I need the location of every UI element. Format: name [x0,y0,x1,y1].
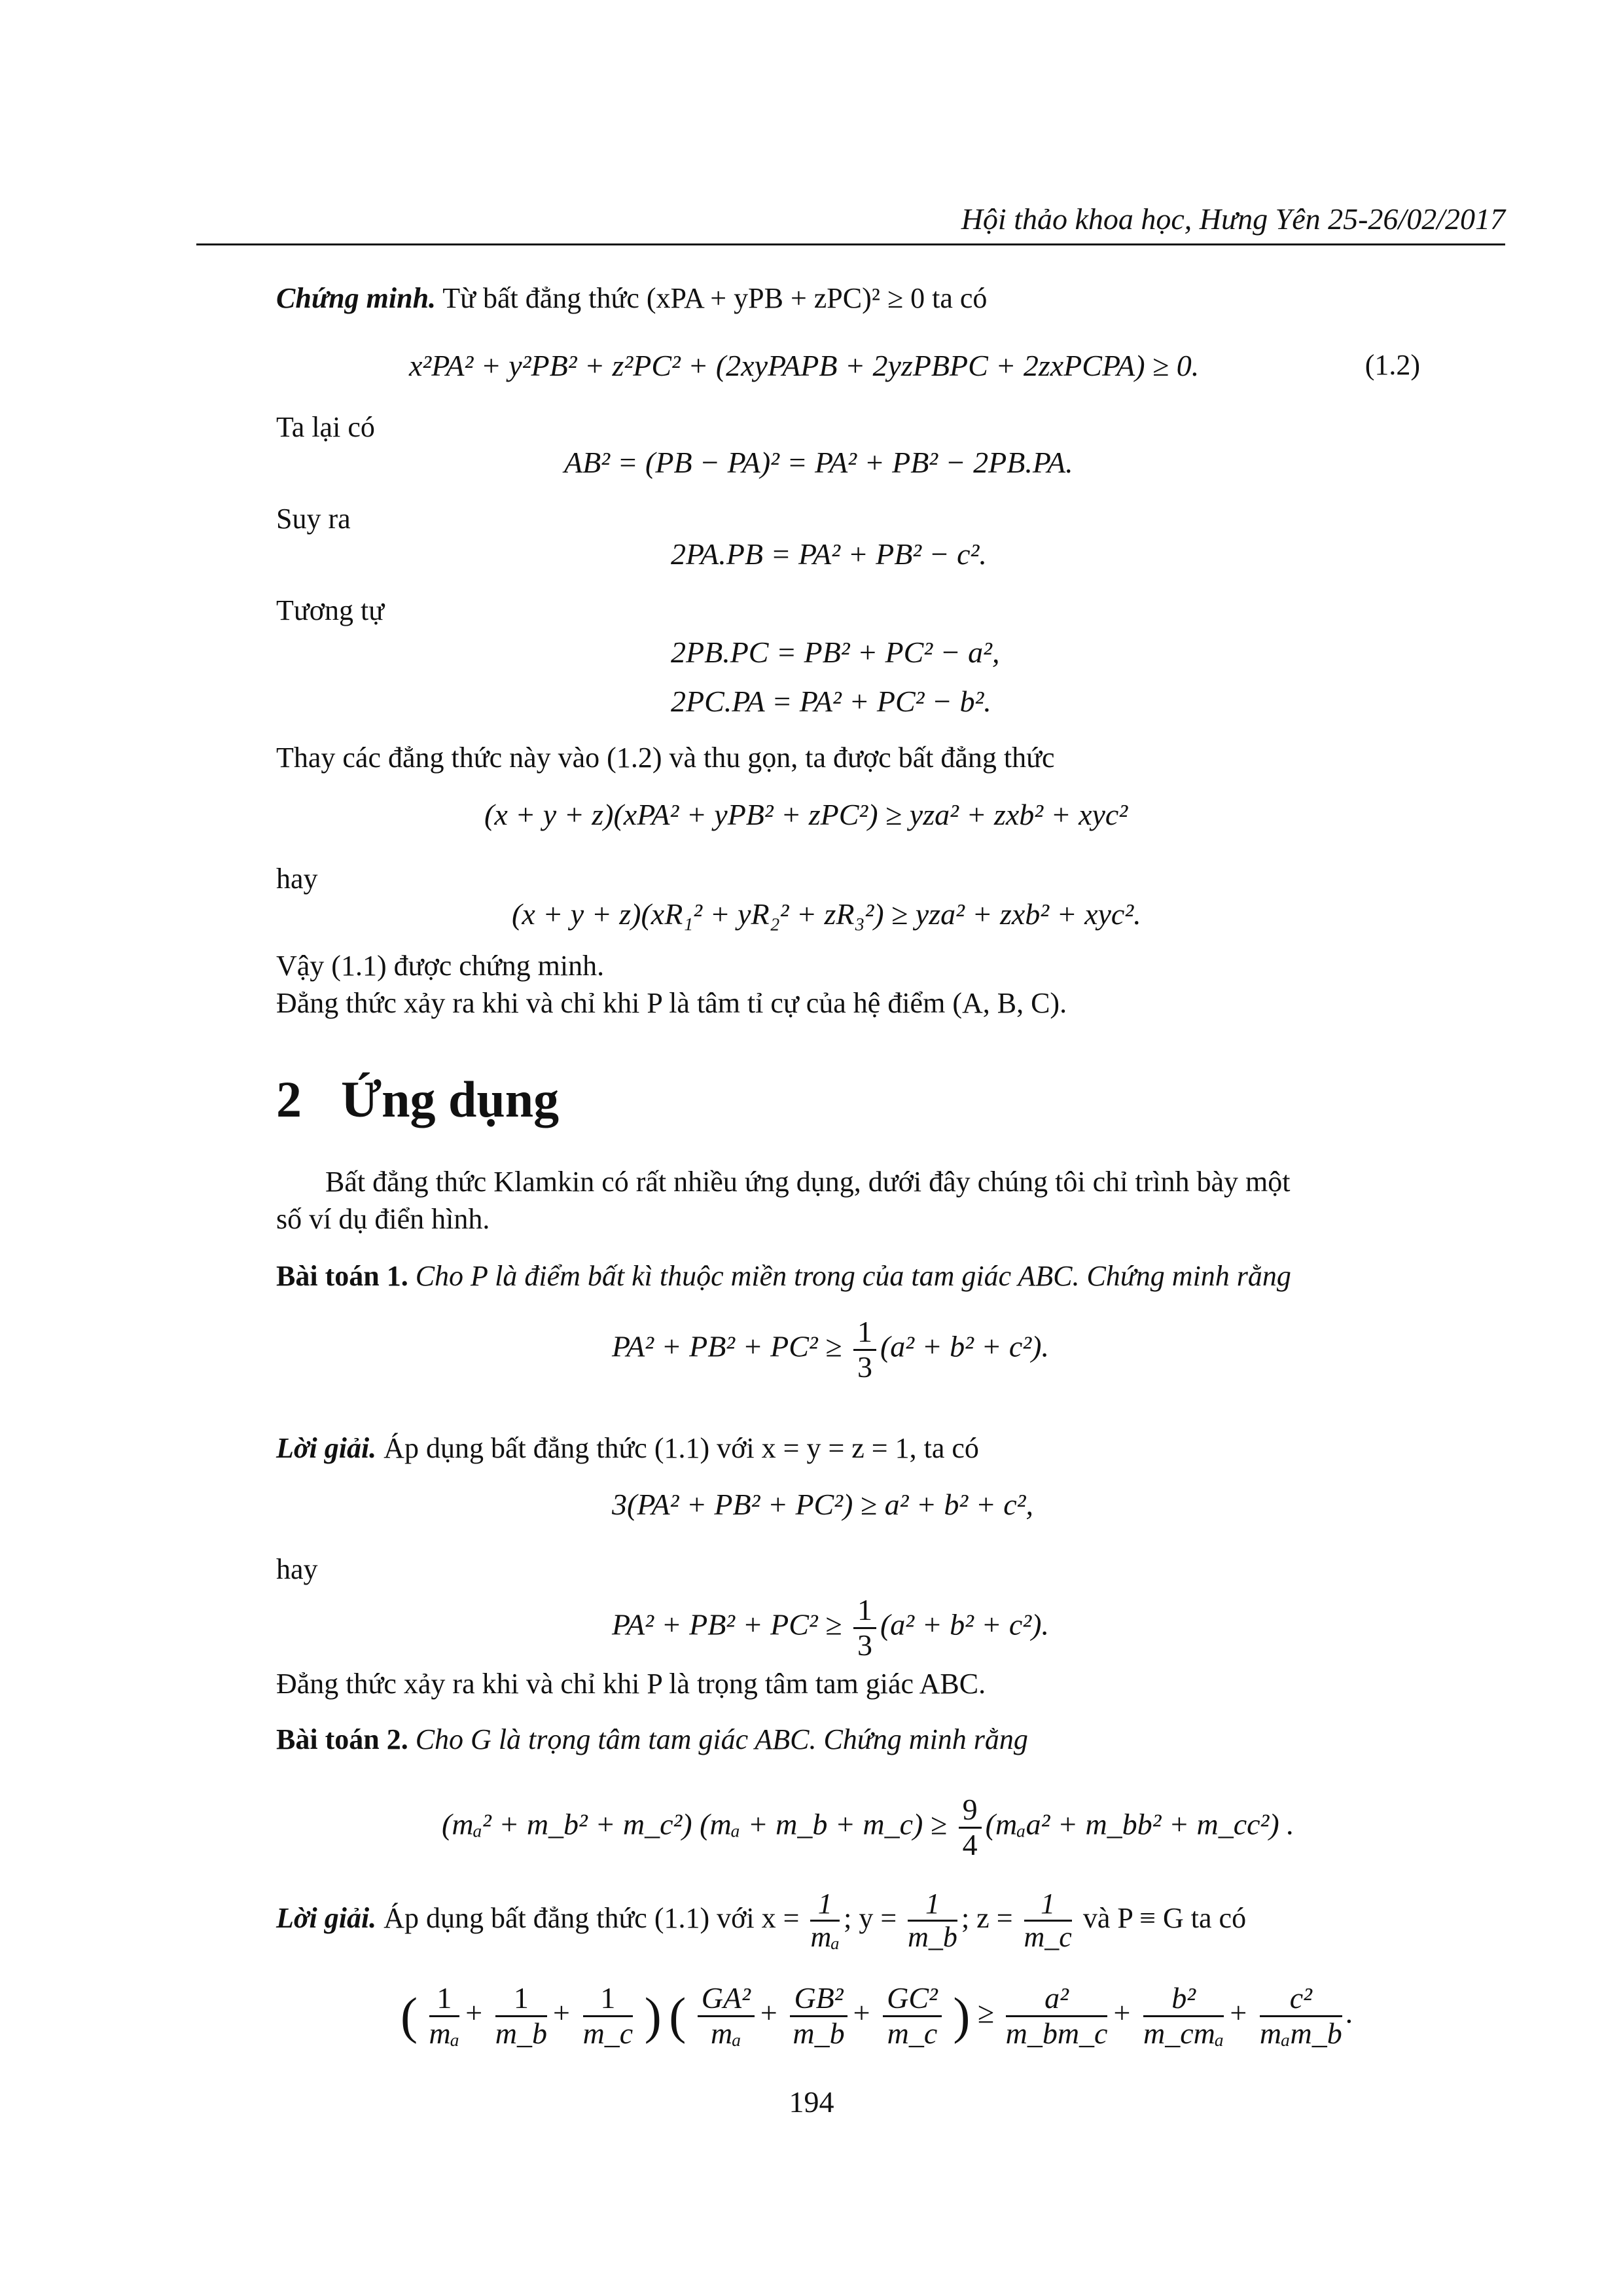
text-hay-1: hay [276,863,318,895]
fraction-one-third: $\frac{1}{3}$ [853,1316,876,1384]
equation-main: (x + y + z)(xPA² + yPB² + zPC²) ≥ yza² + zxb² + xyc² [484,798,1128,831]
text-suy-ra: Suy ra [276,503,351,535]
text-hay-2: hay [276,1553,318,1585]
problem-1-statement: Cho P là điểm bất kì thuộc miền trong của tam giác ABC. Chứng minh rằng [415,1260,1291,1292]
text-thay: Thay các đẳng thức này vào (1.2) và thu gọn, ta được bất đẳng thức [276,742,1055,774]
fraction-1-ma: $\frac{1}{\text{mₐ}}$ [810,1888,840,1954]
fraction-1-mb: $\frac{1}{m\_b}$ [908,1888,957,1954]
text-ta-lai-co: Ta lại có [276,411,375,443]
intro-line-2: số ví dụ điển hình. [276,1203,490,1235]
fraction-ga2-ma: $\frac{\text{GA²}}{\text{mₐ}}$ [698,1982,755,2050]
problem-2-lhs: (mₐ² + m_b² + m_c²) (mₐ + m_b + m_c) ≥ [442,1807,948,1841]
solution-1-line [276,1430,979,1466]
page-number: 194 [789,2085,834,2119]
fraction-gb2-mb: $\frac{\text{GB²}}{m\_b}$ [790,1982,847,2050]
section-title: Ứng dụng [341,1071,560,1128]
problem-2-inequality [442,1793,1294,1861]
problem-1-line [276,1258,1291,1294]
equation-papb: 2PA.PB = PA² + PB² − c². [671,537,987,571]
solution-2-label: Lời giải. [276,1901,377,1934]
running-header: Hội thảo khoa học, Hưng Yên 25-26/02/2017 [961,202,1505,236]
fraction-a2: $\frac{\text{a²}}{m\_bm\_c}$ [1005,1981,1108,2050]
problem-2-line [276,1721,1028,1757]
fraction-1-mc-b: $\frac{1}{m\_c}$ [582,1981,633,2050]
fraction-b2: $\frac{\text{b²}}{\text{m\_cmₐ}}$ [1143,1981,1224,2050]
solution-1-label: Lời giải. [276,1432,377,1464]
left-paren: ( [401,1987,418,2045]
proof-intro: Từ bất đẳng thức (xPA + yPB + zPC)² ≥ 0 ta có [442,282,988,314]
left-paren-2: ( [669,1987,687,2045]
proof-label: Chứng minh. [276,282,437,314]
problem-2-label: Bài toán 2. [276,1723,408,1755]
solution-1-equation: 3(PA² + PB² + PC²) ≥ a² + b² + c², [612,1488,1033,1521]
header-rule [196,243,1505,245]
problem-2-rhs: (mₐa² + m_bb² + m_cc²) . [985,1807,1294,1841]
equation-number-1-2: (1.2) [1364,349,1420,381]
problem-1-conclusion: Đẳng thức xảy ra khi và chỉ khi P là trọng tâm tam giác ABC. [276,1668,986,1700]
problem-1-label: Bài toán 1. [276,1260,408,1292]
solution-2-inequality: ( $\frac{1}{\text{mₐ}}$ + $\frac{1}{m\_b}$ + $\frac{1}{m\_c}$ ) ( $\frac{\text{GA²}}{\text{mₐ}}$ + $\frac{\text{GB²}}{m\_b}$ + $\frac{\text{GC²}}{m\_c}$ ) ≥ $\frac{\text{a²}}{m\_bm\_c}$ + $\frac{\text{b²}}{\text{m\_cmₐ}}$ + $\frac{\text{c²}}{\text{mₐm\_b}}$ . [401,1981,1354,2050]
problem-1-inequality [612,1316,1049,1384]
problem-2-statement: Cho G là trọng tâm tam giác ABC. Chứng minh rằng [415,1723,1028,1755]
intro-line-1: Bất đẳng thức Klamkin có rất nhiều ứng dụng, dưới đây chúng tôi chỉ trình bày một [325,1166,1291,1198]
solution-1-final: PA² + PB² + PC² ≥ $\frac{1}{3}$ (a² + b² + c²). [612,1593,1049,1662]
right-paren-2: ) [953,1987,971,2045]
fraction-gc2-mc: $\frac{\text{GC²}}{m\_c}$ [883,1982,942,2050]
problem-1-rhs: (a² + b² + c²). [880,1329,1049,1363]
text-tuong-tu: Tương tự [276,594,385,626]
proof-intro-line [276,280,987,316]
problem-1-lhs: PA² + PB² + PC² ≥ [612,1329,842,1363]
text-vay: Vậy (1.1) được chứng minh. [276,950,605,982]
equation-pcpa: 2PC.PA = PA² + PC² − b². [671,685,991,718]
fraction-1-mb-b: $\frac{1}{m\_b}$ [495,1981,548,2050]
solution-2-line: Lời giải. Áp dụng bất đẳng thức (1.1) với x = $\frac{1}{\text{mₐ}}$ ; y = $\frac{1}{m\_b}$ ; z = $\frac{1}{m\_c}$ và P ≡ G ta có [276,1888,1247,1954]
equation-1-2: x²PA² + y²PB² + z²PC² + (2xyPAPB + 2yzPBPC + 2zxPCPA) ≥ 0. [409,349,1200,382]
fraction-nine-fourths: $\frac{9}{4}$ [959,1793,982,1861]
equation-ab: AB² = (PB − PA)² = PA² + PB² − 2PB.PA. [564,446,1073,479]
solution-1-text: Áp dụng bất đẳng thức (1.1) với x = y = z = 1, ta có [383,1432,979,1464]
section-heading [276,1070,559,1129]
fraction-1-mc: $\frac{1}{m\_c}$ [1024,1888,1072,1954]
right-paren: ) [644,1987,662,2045]
fraction-c2: $\frac{\text{c²}}{\text{mₐm\_b}}$ [1259,1981,1342,2050]
section-number: 2 [276,1071,302,1128]
equation-pbpc: 2PB.PC = PB² + PC² − a², [671,636,1000,669]
equation-main-r: (x + y + z)(xR₁² + yR₂² + zR₃²) ≥ yza² + zxb² + xyc². [512,897,1141,931]
fraction-one-third-2: $\frac{1}{3}$ [853,1594,876,1662]
fraction-1-ma-b: $\frac{1}{\text{mₐ}}$ [429,1981,460,2050]
text-dang-thuc: Đẳng thức xảy ra khi và chỉ khi P là tâm tỉ cự của hệ điểm (A, B, C). [276,987,1067,1019]
